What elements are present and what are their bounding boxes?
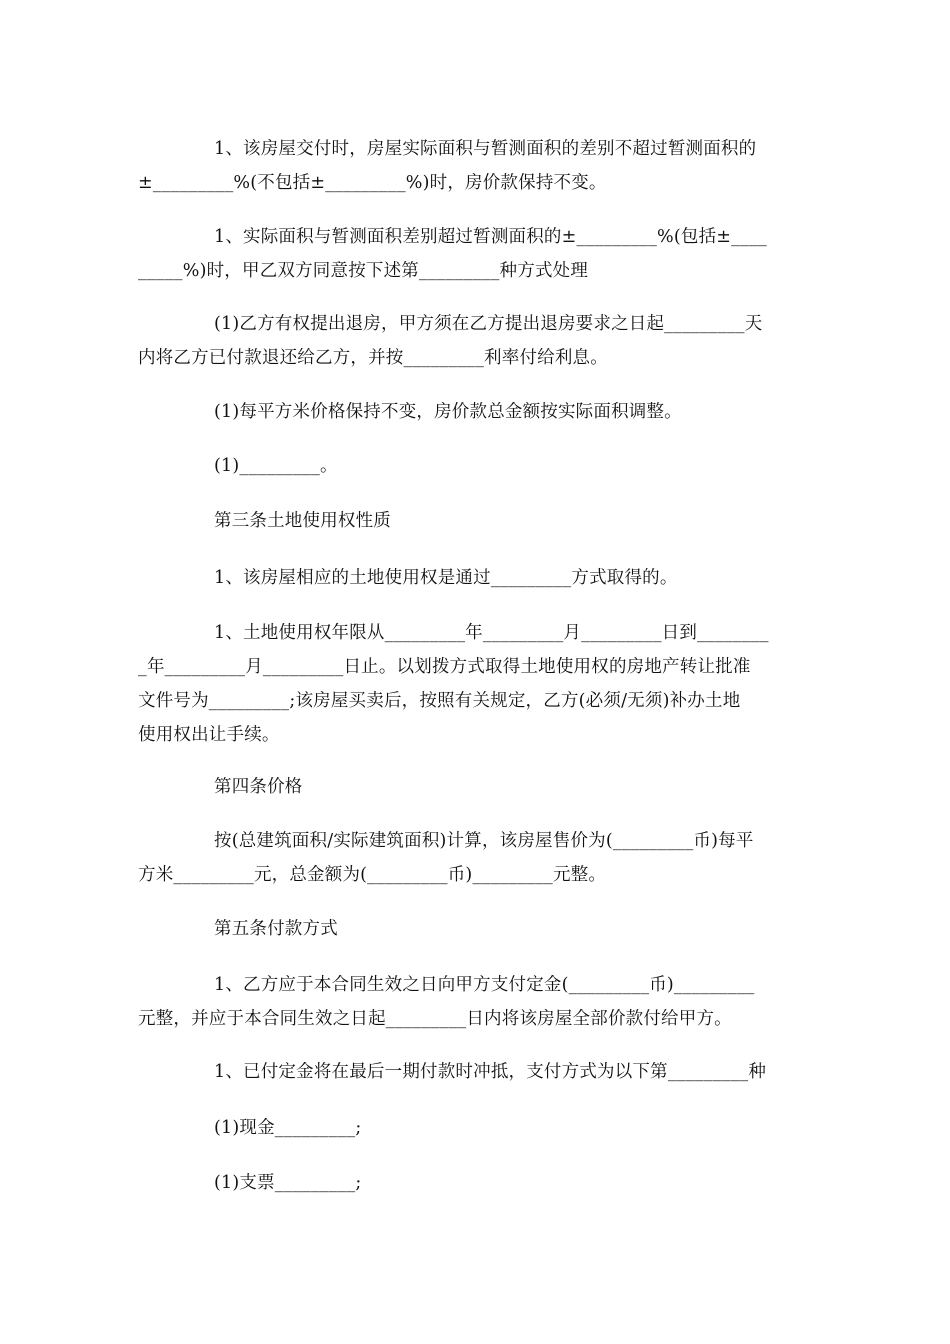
paragraph-line: 1、实际面积与暂测面积差别超过暂测面积的±_________%(包括±____ <box>214 227 767 247</box>
paragraph-area-deviation-within <box>138 132 813 200</box>
paragraph-deposit-offset <box>138 1055 813 1089</box>
paragraph-line: (1)支票_________; <box>214 1173 362 1193</box>
paragraph-line: 内将乙方已付款退还给乙方，并按_________利率付给利息。 <box>138 348 608 368</box>
paragraph-refund-option <box>138 307 813 375</box>
paragraph-price-adjust-option <box>138 395 813 429</box>
paragraph-line: 1、已付定金将在最后一期付款时冲抵，支付方式为以下第_________种 <box>214 1062 767 1082</box>
paragraph-line: 方米_________元，总金额为(_________币)_________元整。 <box>138 865 607 885</box>
paragraph-line: (1)_________。 <box>214 456 338 476</box>
paragraph-line: _年_________月_________日止。以划拨方式取得土地使用权的房地产转让批准 <box>138 657 751 677</box>
paragraph-other-option <box>138 449 813 483</box>
section-heading-price <box>138 770 813 804</box>
paragraph-line: 1、该房屋交付时，房屋实际面积与暂测面积的差别不超过暂测面积的 <box>214 139 757 159</box>
paragraph-line: 1、土地使用权年限从_________年_________月_________日到________ <box>214 623 769 643</box>
section-heading: 第四条价格 <box>214 777 303 797</box>
paragraph-line: 文件号为_________;该房屋买卖后，按照有关规定，乙方(必须/无须)补办土地 <box>138 691 741 711</box>
paragraph-line: (1)现金_________; <box>214 1118 362 1138</box>
paragraph-land-term <box>138 616 813 752</box>
paragraph-line: (1)乙方有权提出退房，甲方须在乙方提出退房要求之日起_________天 <box>214 314 763 334</box>
paragraph-payment-cash <box>138 1111 813 1145</box>
paragraph-price-calc <box>138 824 813 892</box>
paragraph-line: 1、该房屋相应的土地使用权是通过_________方式取得的。 <box>214 568 678 588</box>
section-heading-land-use <box>138 504 813 538</box>
paragraph-deposit <box>138 968 813 1036</box>
section-heading: 第三条土地使用权性质 <box>214 511 391 531</box>
section-heading: 第五条付款方式 <box>214 919 338 939</box>
paragraph-payment-check <box>138 1166 813 1200</box>
paragraph-line: ±_________%(不包括±_________%)时，房价款保持不变。 <box>138 173 607 193</box>
paragraph-land-acquisition <box>138 561 813 595</box>
paragraph-line: 元整，并应于本合同生效之日起_________日内将该房屋全部价款付给甲方。 <box>138 1009 732 1029</box>
paragraph-area-deviation-exceeds <box>138 220 813 288</box>
paragraph-line: 按(总建筑面积/实际建筑面积)计算，该房屋售价为(_________币)每平 <box>214 831 754 851</box>
section-heading-payment <box>138 912 813 946</box>
paragraph-line: _____%)时，甲乙双方同意按下述第_________种方式处理 <box>138 261 589 281</box>
paragraph-line: 1、乙方应于本合同生效之日向甲方支付定金(_________币)_________ <box>214 975 755 995</box>
paragraph-line: 使用权出让手续。 <box>138 725 280 745</box>
paragraph-line: (1)每平方米价格保持不变，房价款总金额按实际面积调整。 <box>214 402 682 422</box>
